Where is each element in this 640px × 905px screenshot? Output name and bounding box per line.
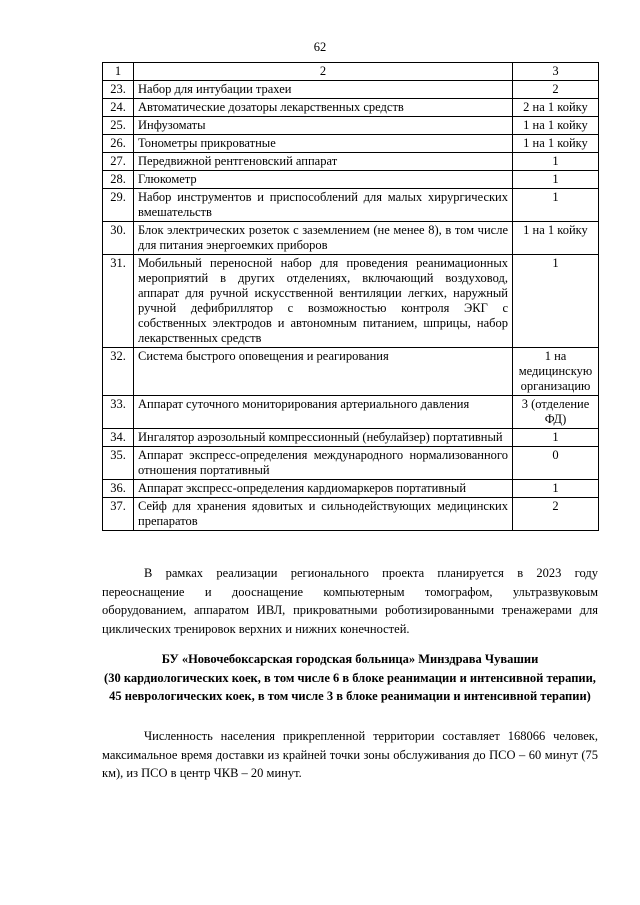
row-quantity: 2 bbox=[513, 498, 599, 531]
row-quantity: 1 на 1 койку bbox=[513, 117, 599, 135]
row-number: 35. bbox=[103, 447, 134, 480]
table-row bbox=[103, 498, 599, 531]
page-number: 62 bbox=[313, 40, 327, 54]
row-number: 32. bbox=[103, 348, 134, 396]
row-number: 29. bbox=[103, 189, 134, 222]
row-name: Глюкометр bbox=[134, 171, 513, 189]
table-row bbox=[103, 135, 599, 153]
row-number: 25. bbox=[103, 117, 134, 135]
row-quantity: 3 (отделение ФД) bbox=[513, 396, 599, 429]
equipment-table bbox=[102, 62, 599, 531]
row-number: 36. bbox=[103, 480, 134, 498]
row-number: 30. bbox=[103, 222, 134, 255]
paragraph-regional-project: В рамках реализации регионального проекта планируется в 2023 году переоснащение и дооснащение компьютерным томографом, ультразвуковым оборудованием, аппаратом ИВЛ, прикроватными роботизированными тренажерами для циклических тренировок верхних и нижних конечностей. bbox=[102, 566, 598, 636]
row-number: 24. bbox=[103, 99, 134, 117]
row-quantity: 1 bbox=[513, 171, 599, 189]
table-row bbox=[103, 153, 599, 171]
header-col-3: 3 bbox=[513, 63, 599, 81]
row-quantity: 1 bbox=[513, 189, 599, 222]
row-number: 31. bbox=[103, 255, 134, 348]
row-name: Набор для интубации трахеи bbox=[134, 81, 513, 99]
row-number: 26. bbox=[103, 135, 134, 153]
row-name: Автоматические дозаторы лекарственных средств bbox=[134, 99, 513, 117]
table-row bbox=[103, 255, 599, 348]
row-name: Набор инструментов и приспособлений для малых хирургических вмешательств bbox=[134, 189, 513, 222]
table-header-row bbox=[103, 63, 599, 81]
row-number: 37. bbox=[103, 498, 134, 531]
row-name: Сейф для хранения ядовитых и сильнодействующих медицинских препаратов bbox=[134, 498, 513, 531]
row-quantity: 2 bbox=[513, 81, 599, 99]
row-number: 33. bbox=[103, 396, 134, 429]
row-name: Аппарат экспресс-определения международного нормализованного отношения портативный bbox=[134, 447, 513, 480]
row-quantity: 1 bbox=[513, 480, 599, 498]
table-row bbox=[103, 480, 599, 498]
table-row bbox=[103, 99, 599, 117]
row-name: Передвижной рентгеновский аппарат bbox=[134, 153, 513, 171]
row-quantity: 1 на 1 койку bbox=[513, 135, 599, 153]
table-row bbox=[103, 117, 599, 135]
table-row bbox=[103, 189, 599, 222]
header-col-2: 2 bbox=[134, 63, 513, 81]
row-number: 23. bbox=[103, 81, 134, 99]
heading-bed-details: (30 кардиологических коек, в том числе 6 в блоке реанимации и интенсивной терапии, 45 неврологических коек, в том числе 3 в блоке реанимации и интенсивной терапии) bbox=[104, 670, 596, 703]
table-row bbox=[103, 447, 599, 480]
row-name: Ингалятор аэрозольный компрессионный (небулайзер) портативный bbox=[134, 429, 513, 447]
row-name: Аппарат суточного мониторирования артериального давления bbox=[134, 396, 513, 429]
row-quantity: 2 на 1 койку bbox=[513, 99, 599, 117]
row-quantity: 1 bbox=[513, 153, 599, 171]
row-quantity: 1 на медицинскую организацию bbox=[513, 348, 599, 396]
row-name: Аппарат экспресс-определения кардиомаркеров портативный bbox=[134, 480, 513, 498]
row-quantity: 0 bbox=[513, 447, 599, 480]
row-name: Мобильный переносной набор для проведения реанимационных мероприятий в других отделениях, включающий воздуховод, аппарат для ручной искусственной вентиляции легких, наружный ручной дефибриллятор с возможностью контроля ЭКГ с собственных электродов и автономным питанием, шприцы, набор лекарственных средств bbox=[134, 255, 513, 348]
header-col-1: 1 bbox=[103, 63, 134, 81]
row-name: Система быстрого оповещения и реагирования bbox=[134, 348, 513, 396]
table-row bbox=[103, 171, 599, 189]
table-row bbox=[103, 429, 599, 447]
row-number: 28. bbox=[103, 171, 134, 189]
row-quantity: 1 bbox=[513, 255, 599, 348]
row-number: 34. bbox=[103, 429, 134, 447]
row-name: Блок электрических розеток с заземлением (не менее 8), в том числе для питания энергоемких приборов bbox=[134, 222, 513, 255]
row-name: Тонометры прикроватные bbox=[134, 135, 513, 153]
table-row bbox=[103, 348, 599, 396]
row-number: 27. bbox=[103, 153, 134, 171]
row-quantity: 1 на 1 койку bbox=[513, 222, 599, 255]
table-row bbox=[103, 396, 599, 429]
paragraph-population: Численность населения прикрепленной территории составляет 168066 человек, максимальное время доставки из крайней точки зоны обслуживания до ПСО – 60 минут (75 км), из ПСО в центр ЧКВ – 20 минут. bbox=[102, 729, 598, 780]
table-row bbox=[103, 81, 599, 99]
row-name: Инфузоматы bbox=[134, 117, 513, 135]
section-heading bbox=[102, 650, 598, 706]
table-row bbox=[103, 222, 599, 255]
heading-hospital-name: БУ «Новочебоксарская городская больница» Минздрава Чувашии bbox=[161, 652, 539, 666]
row-quantity: 1 bbox=[513, 429, 599, 447]
